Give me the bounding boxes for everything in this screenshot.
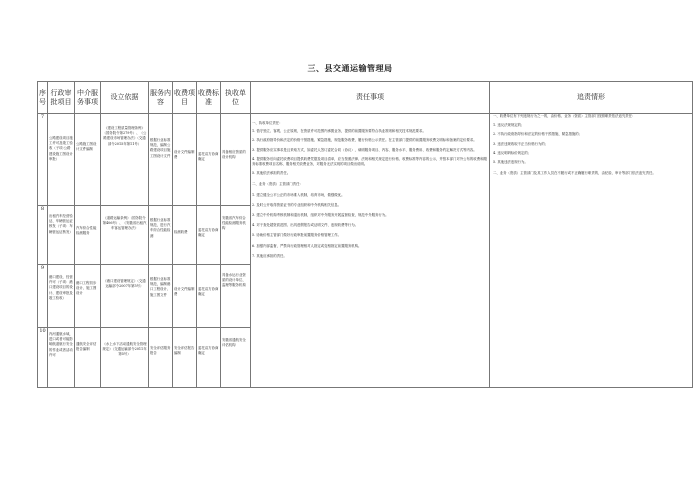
service-item: 公路施工图设计文件编制	[75, 114, 101, 206]
duty-line: 一、执收单位责任：	[252, 121, 283, 125]
duty-line: 5. 协助价格主管部门做好行政审批前置服务价格管理工作。	[252, 233, 342, 238]
collector: 安徽省汽车综合性能检测服务机构	[221, 206, 251, 265]
fee-item: 检测收费	[173, 206, 197, 265]
page-title: 三、县交通运输管理局	[307, 63, 393, 73]
service-content: 根据行业标准规范，编制公路建设项目施工图设计文件	[149, 114, 173, 206]
appeal-line: 5. 其他违法违规行为。	[493, 160, 528, 165]
approval-item: 内河通航水域，进口或者可能影响航道航行安全的作业或者活动许可	[48, 328, 75, 388]
row-number: 9	[38, 265, 48, 328]
duty-line: 7. 其他应承担的责任。	[252, 253, 287, 258]
approval-item: 公路建设项目施工许可及竣工验收（子项:公路建设施工图设计审批）	[48, 114, 75, 206]
approval-item: 出租汽车经营验证、车辆营运证核发（子项：车辆营运证核发）	[48, 206, 75, 265]
service-item: 港口工程初步设计、施工图设计	[75, 265, 101, 328]
appeal-line: 4. 违反明码标价规定的；	[493, 150, 532, 155]
header-approval-item: 行政审批项目	[48, 82, 75, 114]
legal-basis: 《水上水下活动通航安全管理规定》（交通运输部令2011年第5号）	[101, 328, 149, 388]
appeal-line: 二、业务（资质）主管部门及其工作人员在不履行或不正确履行职责的，由纪检、审计等部门依法追究责任。	[493, 171, 656, 176]
collector: 安徽省通航安全评估机构	[221, 328, 251, 388]
duty-line: 5. 其他依法承担的责任。	[252, 171, 291, 176]
fee-standard: 委托双方协商确定	[197, 114, 221, 206]
row-number: 7	[38, 114, 48, 206]
service-item: 汽车综合性能检测服务	[75, 206, 101, 265]
row-number: 8	[38, 206, 48, 265]
fee-standard: 委托双方协商确定	[197, 206, 221, 265]
header-row	[38, 82, 693, 114]
appeal-line: 3. 违法违规收取不正当价格行为的；	[493, 141, 549, 146]
fee-item: 设计文件编制费	[173, 114, 197, 206]
service-item: 通航安全评估报告编制	[75, 328, 101, 388]
fee-item: 安全评估报告编制	[173, 328, 197, 388]
appeal-line: 2. 不执行政府指导价和法定的价格干预措施、紧急措施的；	[493, 132, 583, 137]
duty-line: 3. 提供服务应实事求是且采取方式，如委托人签订委托合同（协议），载明服务项目、内容、服务水平、服务费用、收费和服务约定解决方式等内容。	[252, 147, 477, 152]
duty-line: 6. 加强内部监督，严禁向行政管理相对人指定或变相指定前置服务机构。	[252, 243, 362, 248]
service-content: 根据行业标准规范，进行汽车综合性能检测	[149, 206, 173, 265]
appeal-line: 1. 违反法规规定的；	[493, 123, 525, 128]
header-index: 序号	[38, 82, 48, 114]
legal-basis: 《道路运输条例》（国务院令第406号）、《安徽省出租汽车客运管理办法》	[101, 206, 149, 265]
collector: 具备水运行业资质的设计单位、监理等服务机构	[221, 265, 251, 328]
appeal-line: 一、收费单位有下列违规行为之一的，由价格、业务（资质）主管部门按照职责依法追究责任：	[493, 114, 636, 118]
legal-basis: 《港口建设管理规定》（交通运输部令2007年第5号）	[101, 265, 149, 328]
fee-standard: 委托双方协商确定	[197, 265, 221, 328]
service-content: 根据行业标准规范，编制港口工程设计、施工图文件	[149, 265, 173, 328]
header-legal-basis: 设立依据	[101, 82, 149, 114]
header-service-content: 服务内容	[149, 82, 173, 114]
duty-line: 2. 及时公开取得资质证书的专业组织和中介机构相关信息。	[252, 202, 342, 207]
fee-table	[37, 81, 693, 388]
fee-standard: 委托双方协商确定	[197, 328, 221, 388]
duty-line: 二、业务（资质）主管部门责任：	[252, 182, 303, 187]
duty-line: 3. 建立中介机构考核机制和退出机制，组织对中介服务开展监督检查，规范中介服务行为。	[252, 213, 389, 218]
row-number: 10	[38, 328, 48, 388]
header-appeals: 追责情形	[490, 82, 693, 114]
duties-cell	[251, 114, 490, 388]
header-duties: 责任事项	[251, 82, 490, 114]
service-content: 安全评估服务报告	[149, 328, 173, 388]
duty-line: 1. 建立健全公平公正的市场准入机制，培育市场，做强做优。	[252, 192, 345, 197]
collector: 具备相应资质的设计机构	[221, 114, 251, 206]
table-row	[38, 114, 693, 206]
header-collector: 执收单位	[221, 82, 251, 114]
header-fee-standard: 收费标准	[197, 82, 221, 114]
header-fee-item: 收费项目	[173, 82, 197, 114]
duty-line: 1. 恪守独立、客观、公正原则，在资质许可范围内承揽业务，提供的前置服务要符合执业准则和相关技术规范要求。	[252, 129, 426, 134]
header-intermediary-service: 中介服务事项	[75, 82, 101, 114]
appeals-cell	[490, 114, 693, 388]
duty-line: 4. 提供服务后向委托收费项目提供收费凭据及项目清单，应当按照法律、法规和相关规定进行价格、收费标准等内容的公示，并按本部门对外公布的收费和服务标准收费项目名称、服务相关收费业务，对服务无法实现的项目做出说明。	[252, 156, 487, 167]
duty-line: 4. 对于查处超资质范围、出具虚假报告或证明文件、违规收费等行为。	[252, 223, 359, 228]
fee-item: 设计文件编制费	[173, 265, 197, 328]
duty-line: 2. 执行政府指导价和法定的价格干预措施、紧急措施，规范服务收费，履行价格公示责任。在主管部门提供的前置服务收费文明标和备案的定价要求。	[252, 138, 477, 143]
legal-basis: 《建设工程质量管理条例》（国务院令第279号）、《公路建设市场管理办法》（交通部令2015年第11号）	[101, 114, 149, 206]
approval-item: 港口建设，经营许可（子项：港口建设项目的设计、建设审批及竣工验收）	[48, 265, 75, 328]
